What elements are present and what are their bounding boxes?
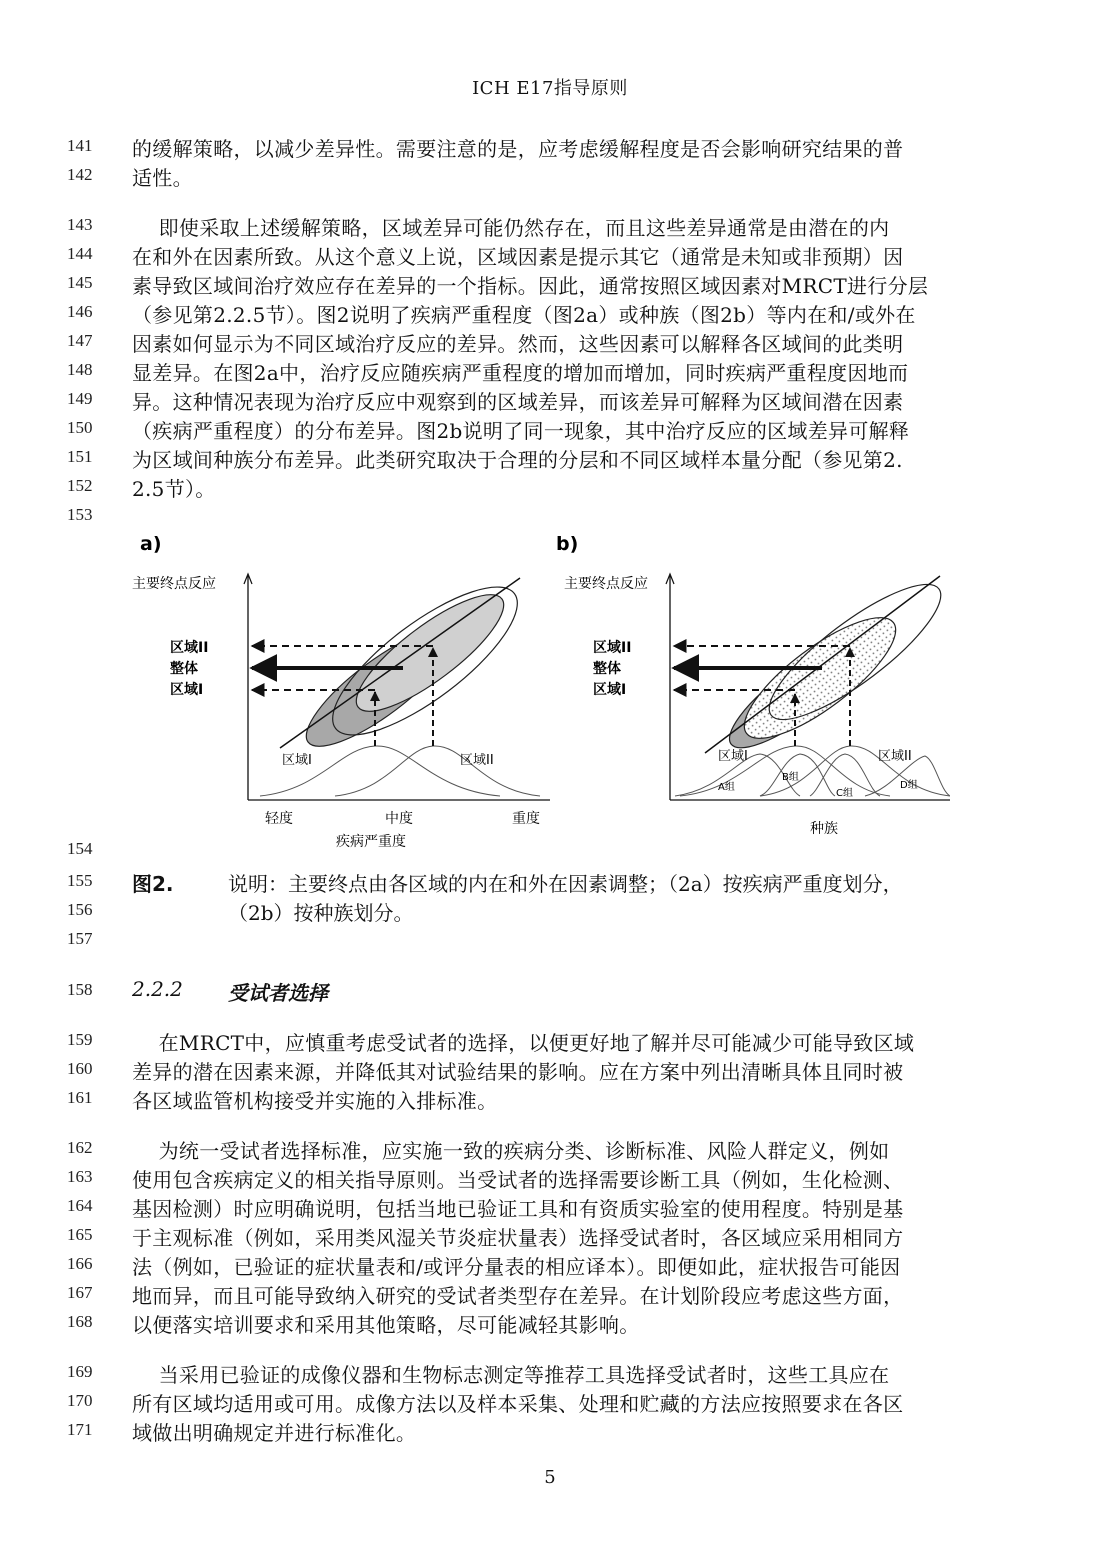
line-number: 171 <box>67 1420 93 1439</box>
section-title: 受试者选择 <box>228 981 328 1005</box>
panel-b-group-label: B组 <box>782 772 799 783</box>
panel-a-trend-line <box>280 578 520 748</box>
panel-b <box>556 533 950 837</box>
body-line: 于主观标准（例如，采用类风湿关节炎症状量表）选择受试者时，各区域应采用相同方 <box>132 1226 904 1250</box>
line-number: 154 <box>67 839 93 858</box>
line-number: 158 <box>67 980 93 999</box>
panel-a <box>132 533 550 850</box>
panel-a-label: a) <box>140 533 162 555</box>
panel-b-trend-line <box>705 576 940 753</box>
body-line: 在MRCT中，应慎重考虑受试者的选择，以便更好地了解并尽可能减少可能导致区域 <box>132 1031 915 1055</box>
panel-b-label: b) <box>556 533 579 555</box>
line-number: 155 <box>67 871 93 890</box>
line-number: 163 <box>67 1167 93 1186</box>
panel-b-dist-label-region-2: 区域II <box>878 749 912 764</box>
panel-a-curve-region-2 <box>335 746 540 796</box>
body-line: 适性。 <box>132 166 193 190</box>
section-number: 2.2.2 <box>132 977 183 1001</box>
panel-a-ellipse-region-2 <box>342 577 518 728</box>
panel-a-x-axis-label: 疾病严重度 <box>336 834 406 850</box>
line-number: 147 <box>67 331 93 350</box>
line-number: 156 <box>67 900 93 919</box>
panel-b-dist-label-region-1: 区域I <box>718 749 748 764</box>
page-number: 5 <box>544 1467 556 1488</box>
line-number: 169 <box>67 1362 93 1381</box>
line-number: 160 <box>67 1059 93 1078</box>
body-line: 差异的潜在因素来源，并降低其对试验结果的影响。应在方案中列出清晰具体且同时被 <box>132 1060 904 1084</box>
line-number: 153 <box>67 505 93 524</box>
line-number: 161 <box>67 1088 93 1107</box>
panel-a-legend-region-1: 区域I <box>170 682 204 698</box>
body-line: 因素如何显示为不同区域治疗反应的差异。然而，这些因素可以解释各区域间的此类明 <box>132 332 904 356</box>
panel-a-y-axis-label: 主要终点反应 <box>132 576 216 592</box>
body-line: 显差异。在图2a中，治疗反应随疾病严重程度的增加而增加，同时疾病严重程度因地而 <box>132 361 909 385</box>
panel-b-curve-region-2 <box>760 746 950 796</box>
panel-a-legend-region-2: 区域II <box>170 640 209 656</box>
line-number: 157 <box>67 929 93 948</box>
line-number: 150 <box>67 418 93 437</box>
line-number: 149 <box>67 389 93 408</box>
body-line: 所有区域均适用或可用。成像方法以及样本采集、处理和贮藏的方法应按照要求在各区 <box>132 1392 904 1416</box>
figure-2 <box>120 528 950 858</box>
line-number: 167 <box>67 1283 93 1302</box>
body-line: 为区域间种族分布差异。此类研究取决于合理的分层和不同区域样本量分配（参见第2. <box>132 448 903 472</box>
body-line: 域做出明确规定并进行标准化。 <box>132 1421 417 1445</box>
panel-a-x-tick: 轻度 <box>265 811 293 827</box>
body-line: 各区域监管机构接受并实施的入排标准。 <box>132 1089 498 1113</box>
panel-a-dist-label-region-2: 区域II <box>460 753 494 768</box>
panel-b-group-label: C组 <box>836 788 853 799</box>
panel-a-x-tick: 中度 <box>385 811 413 827</box>
panel-b-legend-region-1: 区域I <box>593 682 627 698</box>
panel-b-group-label: A组 <box>718 782 735 793</box>
line-number: 162 <box>67 1138 93 1157</box>
panel-b-y-axis-label: 主要终点反应 <box>564 576 648 592</box>
line-number: 145 <box>67 273 93 292</box>
line-number: 164 <box>67 1196 93 1215</box>
figure-caption-label: 图2. <box>132 872 174 896</box>
line-number: 152 <box>67 476 93 495</box>
line-number: 166 <box>67 1254 93 1273</box>
body-line: 法（例如，已验证的症状量表和/或评分量表的相应译本）。即便如此，症状报告可能因 <box>132 1255 901 1279</box>
line-number: 151 <box>67 447 93 466</box>
line-number: 146 <box>67 302 93 321</box>
figure-caption-line: （2b）按种族划分。 <box>228 901 414 925</box>
line-number: 142 <box>67 165 93 184</box>
line-number: 141 <box>67 136 93 155</box>
body-line: （疾病严重程度）的分布差异。图2b说明了同一现象，其中治疗反应的区域差异可解释 <box>132 419 910 443</box>
body-line: 以便落实培训要求和采用其他策略，尽可能减轻其影响。 <box>132 1313 640 1337</box>
panel-a-dist-label-region-1: 区域I <box>282 753 312 768</box>
page-header: ICH E17指导原则 <box>472 78 628 99</box>
panel-b-ellipse-overall <box>728 599 911 758</box>
body-line: 为统一受试者选择标准，应实施一致的疾病分类、诊断标准、风险人群定义，例如 <box>132 1139 890 1163</box>
panel-b-legend-region-2: 区域II <box>593 640 632 656</box>
panel-b-curve-region-1 <box>680 746 890 796</box>
line-number: 168 <box>67 1312 93 1331</box>
figure-caption-line: 说明：主要终点由各区域的内在和外在因素调整；（2a）按疾病严重度划分， <box>228 872 903 896</box>
body-line: 基因检测）时应明确说明，包括当地已验证工具和有资质实验室的使用程度。特别是基 <box>132 1197 904 1221</box>
line-number: 143 <box>67 215 93 234</box>
panel-b-group-label: D组 <box>900 780 918 791</box>
body-line: 即使采取上述缓解策略，区域差异可能仍然存在，而且这些差异通常是由潜在的内 <box>132 216 890 240</box>
line-number: 148 <box>67 360 93 379</box>
panel-a-legend-overall: 整体 <box>170 661 198 677</box>
line-number: 159 <box>67 1030 93 1049</box>
panel-b-legend-overall: 整体 <box>593 661 621 677</box>
line-number: 165 <box>67 1225 93 1244</box>
panel-a-x-tick: 重度 <box>512 811 540 827</box>
panel-b-x-axis-label: 种族 <box>810 821 838 837</box>
body-line: 地而异，而且可能导致纳入研究的受试者类型存在差异。在计划阶段应考虑这些方面， <box>132 1284 904 1308</box>
line-number: 144 <box>67 244 93 263</box>
body-line: 的缓解策略，以减少差异性。需要注意的是，应考虑缓解程度是否会影响研究结果的普 <box>132 137 904 161</box>
line-number: 170 <box>67 1391 93 1410</box>
body-line: 2.5节）。 <box>132 477 216 501</box>
body-line: 素导致区域间治疗效应存在差异的一个指标。因此，通常按照区域因素对MRCT进行分层 <box>132 274 929 298</box>
body-line: 异。这种情况表现为治疗反应中观察到的区域差异，而该差异可解释为区域间潜在因素 <box>132 390 904 414</box>
body-line: 在和外在因素所致。从这个意义上说，区域因素是提示其它（通常是未知或非预期）因 <box>132 245 904 269</box>
body-line: 当采用已验证的成像仪器和生物标志测定等推荐工具选择受试者时，这些工具应在 <box>132 1363 890 1387</box>
body-line: 使用包含疾病定义的相关指导原则。当受试者的选择需要诊断工具（例如，生化检测、 <box>132 1168 904 1192</box>
body-line: （参见第2.2.5节）。图2说明了疾病严重程度（图2a）或种族（图2b）等内在和/或外在 <box>132 303 916 327</box>
